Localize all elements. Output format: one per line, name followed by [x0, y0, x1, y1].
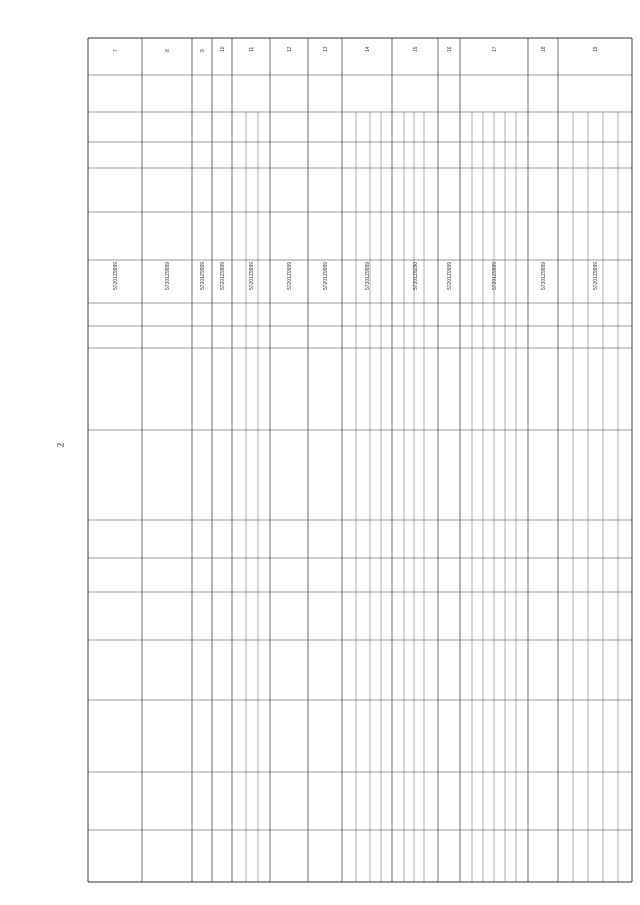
- row-number: 16: [447, 46, 453, 52]
- target-code: 57201Z9999: [492, 261, 498, 290]
- row-number: 10: [220, 46, 226, 52]
- target-code: 57201Z9999: [165, 261, 171, 290]
- row-number: 15: [413, 46, 419, 52]
- row-number: 18: [541, 46, 547, 52]
- row-number: 19: [593, 46, 599, 52]
- target-code: 57201Z9999: [200, 261, 206, 290]
- target-code: 57201Z9999: [113, 261, 119, 290]
- row-number: 13: [323, 46, 329, 52]
- target-code: 57201Z9999: [287, 261, 293, 290]
- row-number: 9: [200, 49, 206, 52]
- target-code: 57201Z9999: [365, 261, 371, 290]
- row-number: 17: [492, 46, 498, 52]
- target-code: 57201Z9999: [447, 261, 453, 290]
- target-code: 57201Z9999: [541, 261, 547, 290]
- row-number: 12: [287, 46, 293, 52]
- row-number: 7: [113, 49, 119, 52]
- row-number: 11: [249, 46, 255, 52]
- target-code: 57201Z9999: [249, 261, 255, 290]
- row-number: 14: [365, 46, 371, 52]
- target-code: 57201Z9999: [323, 261, 329, 290]
- target-code: 57201Z5290: [413, 261, 419, 290]
- page-number: 2: [55, 442, 66, 448]
- target-code: 57201Z9999: [220, 261, 226, 290]
- target-code: 57201Z9999: [593, 261, 599, 290]
- row-number: 8: [165, 49, 171, 52]
